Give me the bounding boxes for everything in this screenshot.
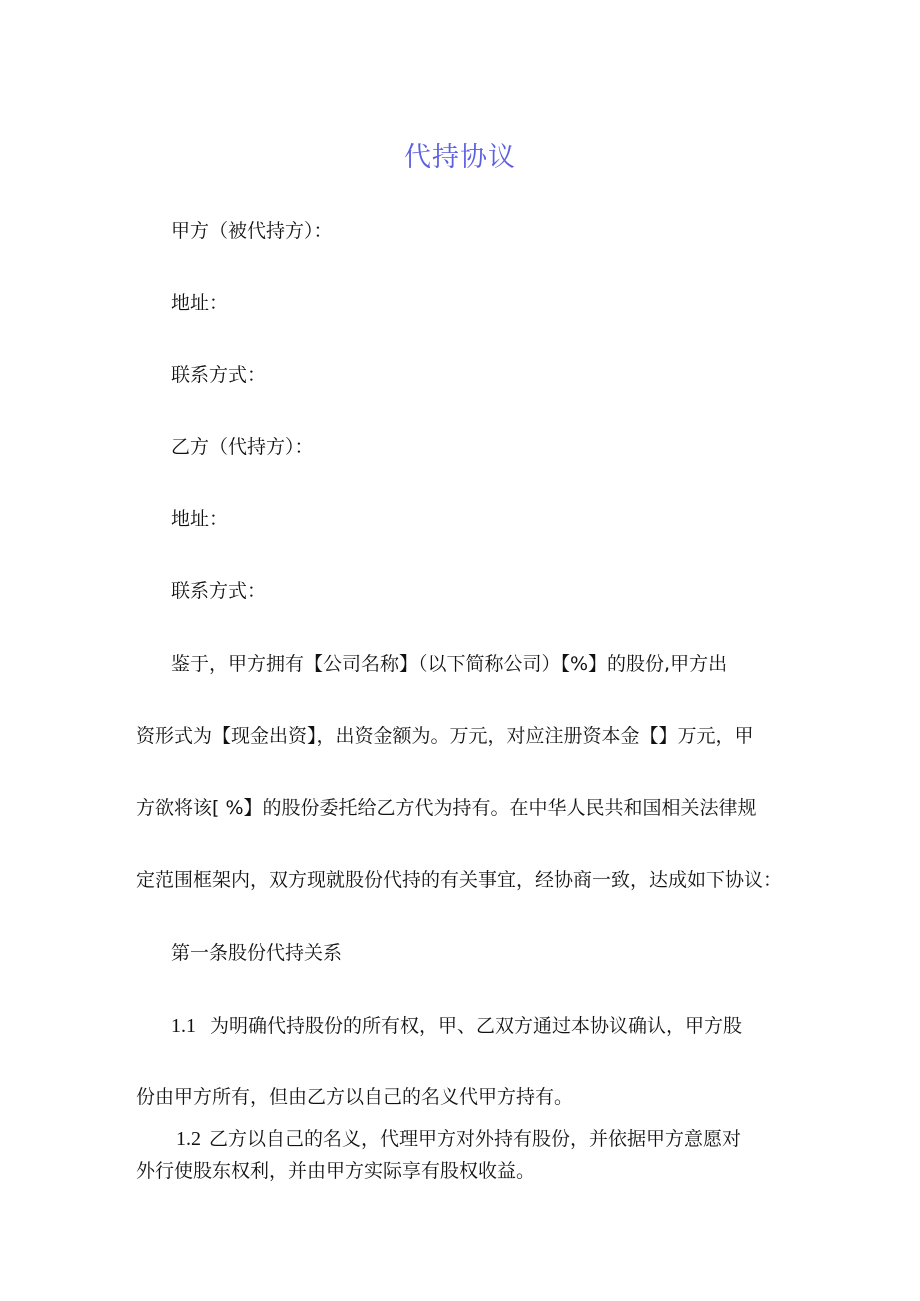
clause-1-1-text: 为明确代持股份的所有权，甲、乙双方通过本协议确认，甲方股 (210, 1015, 743, 1037)
party-a-label: 甲方（被代持方）： (171, 220, 333, 242)
article-1-heading: 第一条股份代持关系 (171, 942, 343, 964)
preamble-line-2: 资形式为【现金出资】，出资金额为。万元，对应注册资本金【】万元，甲 (136, 725, 754, 747)
preamble-line-1: 鉴于，甲方拥有【公司名称】（以下简称公司）【%】的股份,甲方出 (171, 653, 728, 675)
party-b-contact-label: 联系方式： (171, 580, 267, 602)
preamble-line-3: 方欲将该[ %】的股份委托给乙方代为持有。在中华人民共和国相关法律规 (136, 797, 757, 819)
clause-1-1-number: 1.1 (171, 1015, 196, 1037)
clause-1-1-line-1 (171, 1013, 742, 1039)
party-b-address-label: 地址： (171, 508, 229, 530)
clause-1-1-line-2: 份由甲方所有，但由乙方以自己的名义代甲方持有。 (136, 1086, 574, 1108)
document-title: 代持协议 (404, 142, 516, 173)
party-b-label: 乙方（代持方）： (171, 436, 314, 458)
clause-1-2-number: 1.2 (176, 1128, 201, 1150)
party-a-address-label: 地址： (171, 292, 229, 314)
clause-1-2-line-1 (176, 1126, 741, 1152)
clause-1-2-text: 乙方以自己的名义，代理甲方对外持有股份，并依据甲方意愿对 (209, 1128, 742, 1150)
party-a-contact-label: 联系方式： (171, 364, 267, 386)
preamble-line-4: 定范围框架内，双方现就股份代持的有关事宜，经协商一致，达成如下协议： (136, 869, 783, 891)
clause-1-2-line-2: 外行使股东权利，并由甲方实际享有股权收益。 (136, 1160, 536, 1182)
